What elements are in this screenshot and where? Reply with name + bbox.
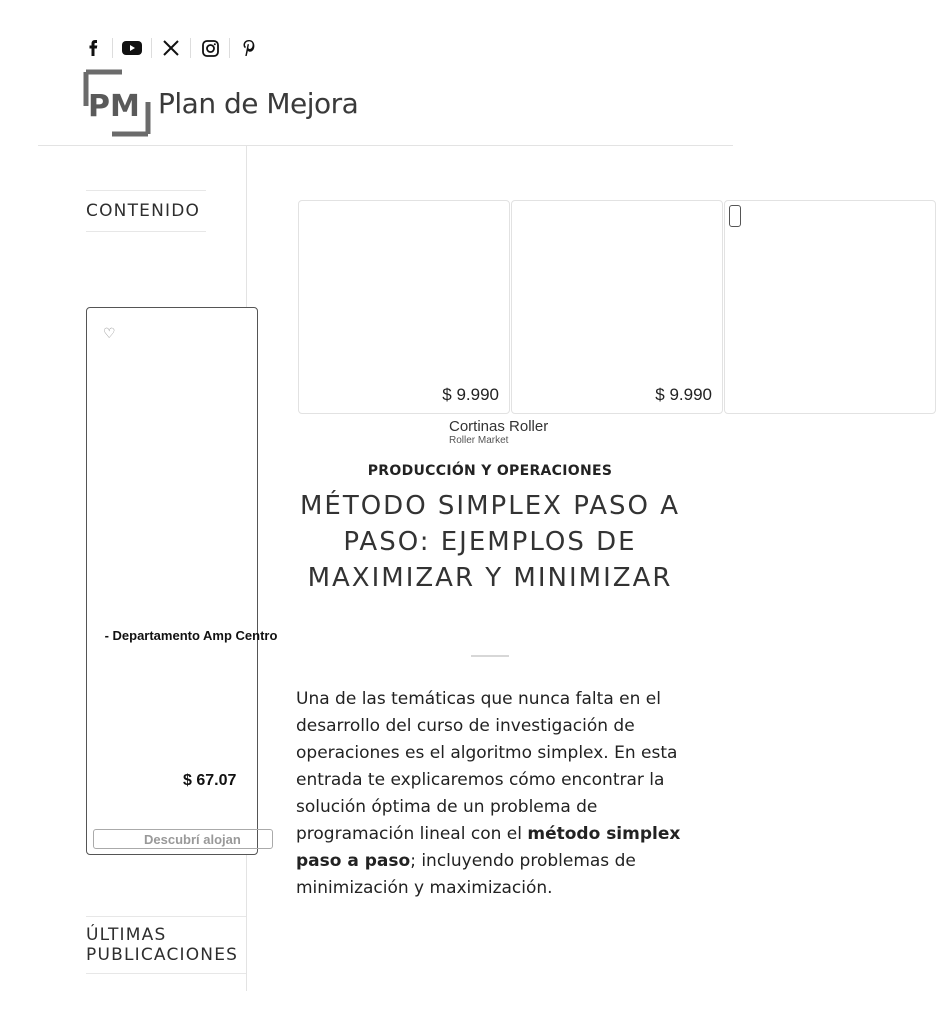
intro-text-end: ; incluyendo problemas de minimización y maximización. bbox=[296, 851, 636, 898]
logo-mark bbox=[82, 70, 152, 136]
contenido-heading[interactable]: CONTENIDO bbox=[86, 190, 206, 232]
logo-text: Plan de Mejora bbox=[158, 86, 359, 120]
ad-title: - Departamento Amp Centro bbox=[104, 628, 278, 643]
youtube-icon[interactable] bbox=[121, 37, 143, 59]
carousel-next-icon[interactable] bbox=[729, 205, 741, 227]
ad-price: $ 67.07 bbox=[183, 772, 237, 789]
separator bbox=[112, 38, 113, 58]
sidebar-ad-card[interactable] bbox=[86, 307, 278, 855]
ad-tile-price: $ 9.990 bbox=[655, 385, 712, 404]
header-divider bbox=[38, 145, 733, 146]
post-title: MÉTODO SIMPLEX PASO A PASO: EJEMPLOS DE MAXIMIZAR Y MINIMIZAR bbox=[299, 491, 681, 593]
ad-carousel bbox=[298, 200, 733, 414]
post-intro bbox=[296, 686, 716, 902]
social-links bbox=[82, 37, 260, 59]
separator bbox=[151, 38, 152, 58]
ad-brand-sub: Roller Market bbox=[449, 435, 509, 446]
heart-icon[interactable]: ♡ bbox=[103, 326, 116, 342]
site-logo[interactable] bbox=[82, 68, 382, 138]
title-divider bbox=[471, 655, 509, 657]
x-icon[interactable] bbox=[160, 37, 182, 59]
intro-bold-text: método simplex paso a paso bbox=[296, 824, 681, 871]
separator bbox=[229, 38, 230, 58]
pinterest-icon[interactable] bbox=[238, 37, 260, 59]
ad-tile[interactable] bbox=[298, 200, 510, 414]
intro-text: Una de las temáticas que nunca falta en el desarrollo del curso de investigación de operaciones es el algoritmo simplex. En esta entrada te explicaremos cómo encontrar la solución óptima de un problema de programación lineal con el bbox=[296, 689, 678, 844]
logo-mark-text: PM bbox=[88, 89, 140, 124]
ad-tile-price: $ 9.990 bbox=[442, 385, 499, 404]
post-category[interactable]: PRODUCCIÓN Y OPERACIONES bbox=[367, 463, 613, 479]
ad-brand[interactable]: Cortinas Roller bbox=[449, 418, 549, 435]
ultimas-publicaciones-heading[interactable]: ÚLTIMAS PUBLICACIONES bbox=[86, 916, 246, 974]
facebook-icon[interactable] bbox=[82, 37, 104, 59]
ad-cta-button[interactable]: Descubrí alojan bbox=[93, 829, 273, 849]
instagram-icon[interactable] bbox=[199, 37, 221, 59]
ad-tile-partial[interactable] bbox=[724, 200, 936, 414]
separator bbox=[190, 38, 191, 58]
ad-tile[interactable] bbox=[511, 200, 723, 414]
